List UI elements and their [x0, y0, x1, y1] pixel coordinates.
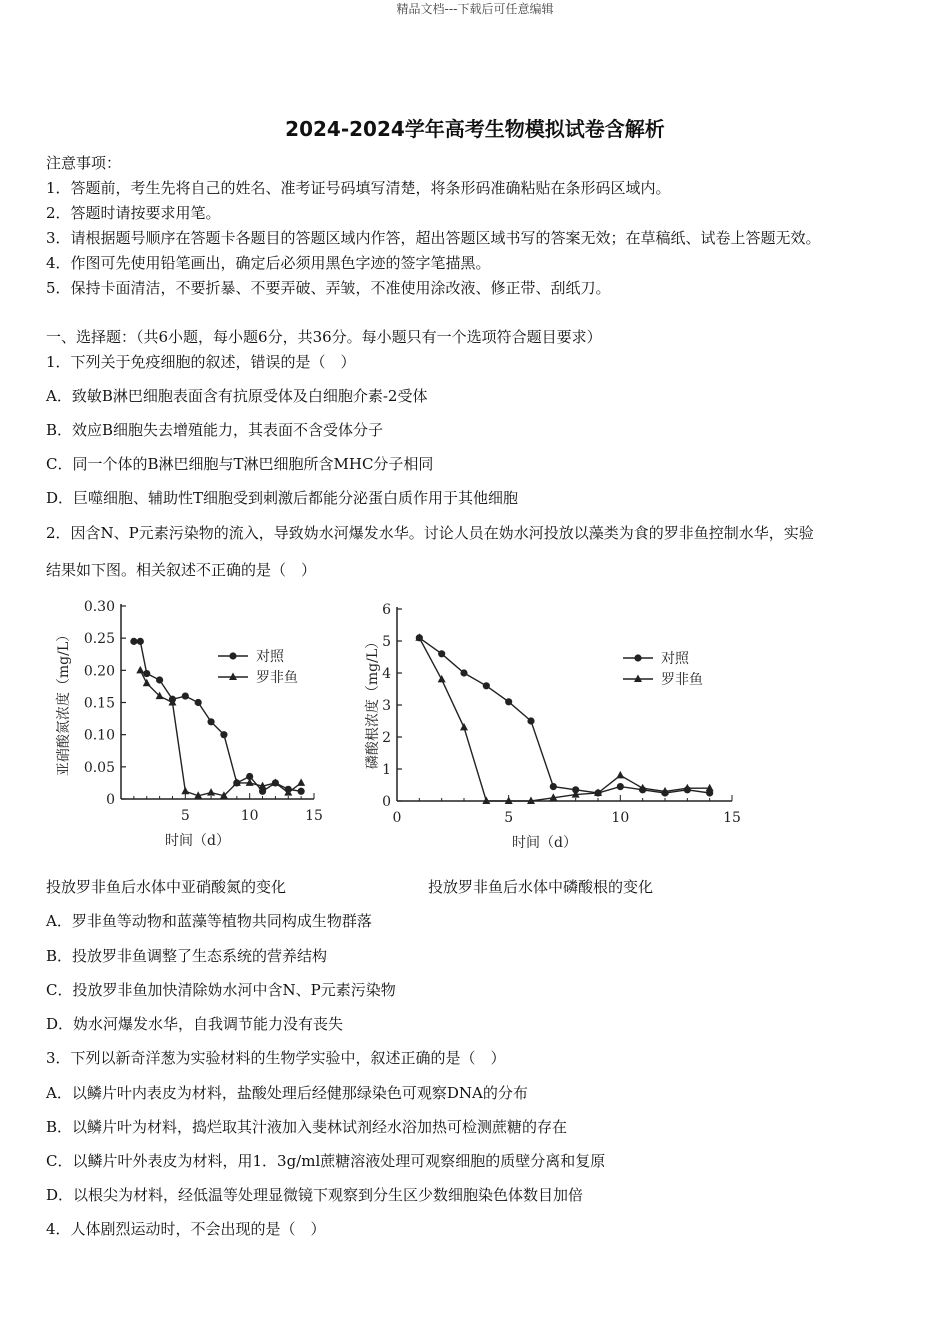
y-tick-label: 0: [106, 792, 115, 808]
y-tick-label: 0.10: [83, 727, 115, 744]
question-2-option-d: D．妫水河爆发水华，自我调节能力没有丧失: [46, 1015, 344, 1033]
x-axis-label: 时间（d）: [165, 833, 230, 849]
question-1-option-c: C．同一个体的B淋巴细胞与T淋巴细胞所含MHC分子相同: [46, 455, 434, 473]
legend-label: 对照: [256, 649, 284, 665]
data-point-circle: [617, 783, 624, 790]
question-1-stem: 1．下列关于免疫细胞的叙述，错误的是（ ）: [46, 353, 356, 371]
data-point-circle: [550, 783, 557, 790]
data-point-triangle: [616, 771, 624, 779]
data-point-triangle: [136, 666, 144, 674]
question-2-stem: 2．因含N、P元素污染物的流入，导致妫水河爆发水华。讨论人员在妫水河投放以藻类为食的罗非鱼控制水华，实验: [46, 524, 814, 542]
question-4-stem: 4．人体剧烈运动时，不会出现的是（ ）: [46, 1220, 326, 1238]
notice-item: 2．答题时请按要求用笔。: [46, 204, 221, 222]
y-tick-label: 5: [382, 634, 391, 650]
legend-marker-triangle: [229, 673, 237, 681]
legend-label: 罗非鱼: [256, 670, 298, 686]
question-3-option-a: A．以鳞片叶内表皮为材料，盐酸处理后经健那绿染色可观察DNA的分布: [46, 1084, 528, 1102]
legend-label: 对照: [661, 651, 689, 667]
y-tick-label: 6: [382, 602, 391, 618]
question-1-option-a: A．致敏B淋巴细胞表面含有抗原受体及白细胞介素-2受体: [46, 387, 428, 405]
data-point-triangle: [639, 784, 647, 792]
y-tick-label: 1: [382, 762, 391, 778]
y-tick-label: 3: [382, 698, 391, 714]
x-tick-label: 15: [305, 808, 323, 824]
data-point-circle: [195, 699, 202, 706]
data-point-circle: [505, 698, 512, 705]
y-tick-label: 4: [382, 666, 391, 682]
data-point-circle: [527, 717, 534, 724]
data-point-triangle: [297, 778, 305, 786]
data-point-circle: [130, 638, 137, 645]
question-3-option-b: B．以鳞片叶为材料，捣烂取其汁液加入斐林试剂经水浴加热可检测蔗糖的存在: [46, 1118, 568, 1136]
y-tick-label: 0: [382, 794, 391, 810]
data-point-circle: [207, 718, 214, 725]
y-tick-label: 0.25: [83, 631, 115, 648]
data-point-circle: [143, 670, 150, 677]
x-tick-label: 5: [180, 808, 190, 824]
notice-item: 1．答题前，考生先将自己的姓名、准考证号码填写清楚，将条形码准确粘贴在条形码区域内。: [46, 179, 671, 197]
x-tick-label: 10: [611, 810, 630, 826]
data-point-circle: [298, 788, 305, 795]
section-heading: 一、选择题：（共6小题，每小题6分，共36分。每小题只有一个选项符合题目要求）: [46, 328, 602, 346]
notice-item: 4．作图可先使用铅笔画出，确定后必须用黑色字迹的签字笔描黑。: [46, 254, 491, 272]
y-axis-label: 磷酸根浓度（mg/L）: [365, 634, 381, 770]
data-point-circle: [156, 676, 163, 683]
header-watermark: 精品文档---下载后可任意编辑: [396, 2, 554, 16]
y-tick-label: 0.20: [83, 663, 115, 680]
data-point-triangle: [460, 723, 468, 731]
data-point-triangle: [438, 675, 446, 683]
y-tick-label: 0.05: [83, 759, 115, 776]
x-tick-label: 15: [723, 810, 741, 826]
x-tick-label: 5: [504, 810, 514, 826]
nitrite-chart: [46, 590, 346, 850]
y-tick-label: 0.15: [83, 695, 115, 712]
notice-heading: 注意事项：: [46, 154, 122, 172]
question-3-stem: 3．下列以新奇洋葱为实验材料的生物学实验中，叙述正确的是（ ）: [46, 1049, 506, 1067]
chart-caption-left: 投放罗非鱼后水体中亚硝酸氮的变化: [46, 878, 287, 896]
data-point-triangle: [181, 787, 189, 795]
data-point-circle: [483, 682, 490, 689]
notice-item: 3．请根据题号顺序在答题卡各题目的答题区域内作答，超出答题区域书写的答案无效；在草稿纸、试卷上答题无效。: [46, 229, 821, 247]
data-point-triangle: [143, 679, 151, 687]
question-3-option-c: C．以鳞片叶外表皮为材料，用1．3g/ml蔗糖溶液处理可观察细胞的质壁分离和复原: [46, 1152, 606, 1170]
data-point-circle: [460, 669, 467, 676]
x-tick-label: 0: [392, 810, 402, 826]
x-axis-label: 时间（d）: [512, 835, 577, 850]
legend-marker-circle: [634, 654, 641, 661]
data-point-circle: [137, 638, 144, 645]
question-2-option-c: C．投放罗非鱼加快清除妫水河中含N、P元素污染物: [46, 981, 396, 999]
y-tick-label: 2: [382, 730, 391, 746]
data-point-triangle: [207, 788, 215, 796]
y-axis-label: 亚硝酸氮浓度（mg/L）: [56, 627, 72, 777]
phosphate-chart: [355, 590, 755, 850]
data-point-circle: [220, 731, 227, 738]
question-2-option-b: B．投放罗非鱼调整了生态系统的营养结构: [46, 947, 328, 965]
chart-caption-right: 投放罗非鱼后水体中磷酸根的变化: [428, 878, 654, 896]
question-2-option-a: A．罗非鱼等动物和蓝藻等植物共同构成生物群落: [46, 912, 372, 930]
question-2-stem-cont: 结果如下图。相关叙述不正确的是（ ）: [46, 561, 317, 579]
data-point-triangle: [683, 784, 691, 792]
legend-marker-triangle: [634, 675, 642, 683]
page-title: 2024-2024学年高考生物模拟试卷含解析: [285, 117, 665, 141]
question-1-option-b: B．效应B细胞失去增殖能力，其表面不含受体分子: [46, 421, 384, 439]
legend-marker-circle: [229, 652, 236, 659]
y-tick-label: 0.30: [83, 599, 115, 615]
data-point-circle: [182, 692, 189, 699]
data-point-triangle: [706, 784, 714, 792]
legend-label: 罗非鱼: [661, 672, 703, 688]
data-point-circle: [438, 650, 445, 657]
notice-item: 5．保持卡面清洁，不要折暴、不要弄破、弄皱，不准使用涂改液、修正带、刮纸刀。: [46, 279, 611, 297]
question-1-option-d: D．巨噬细胞、辅助性T细胞受到刺激后都能分泌蛋白质作用于其他细胞: [46, 489, 519, 507]
question-3-option-d: D．以根尖为材料，经低温等处理显微镜下观察到分生区少数细胞染色体数目加倍: [46, 1186, 584, 1204]
x-tick-label: 10: [240, 808, 259, 824]
